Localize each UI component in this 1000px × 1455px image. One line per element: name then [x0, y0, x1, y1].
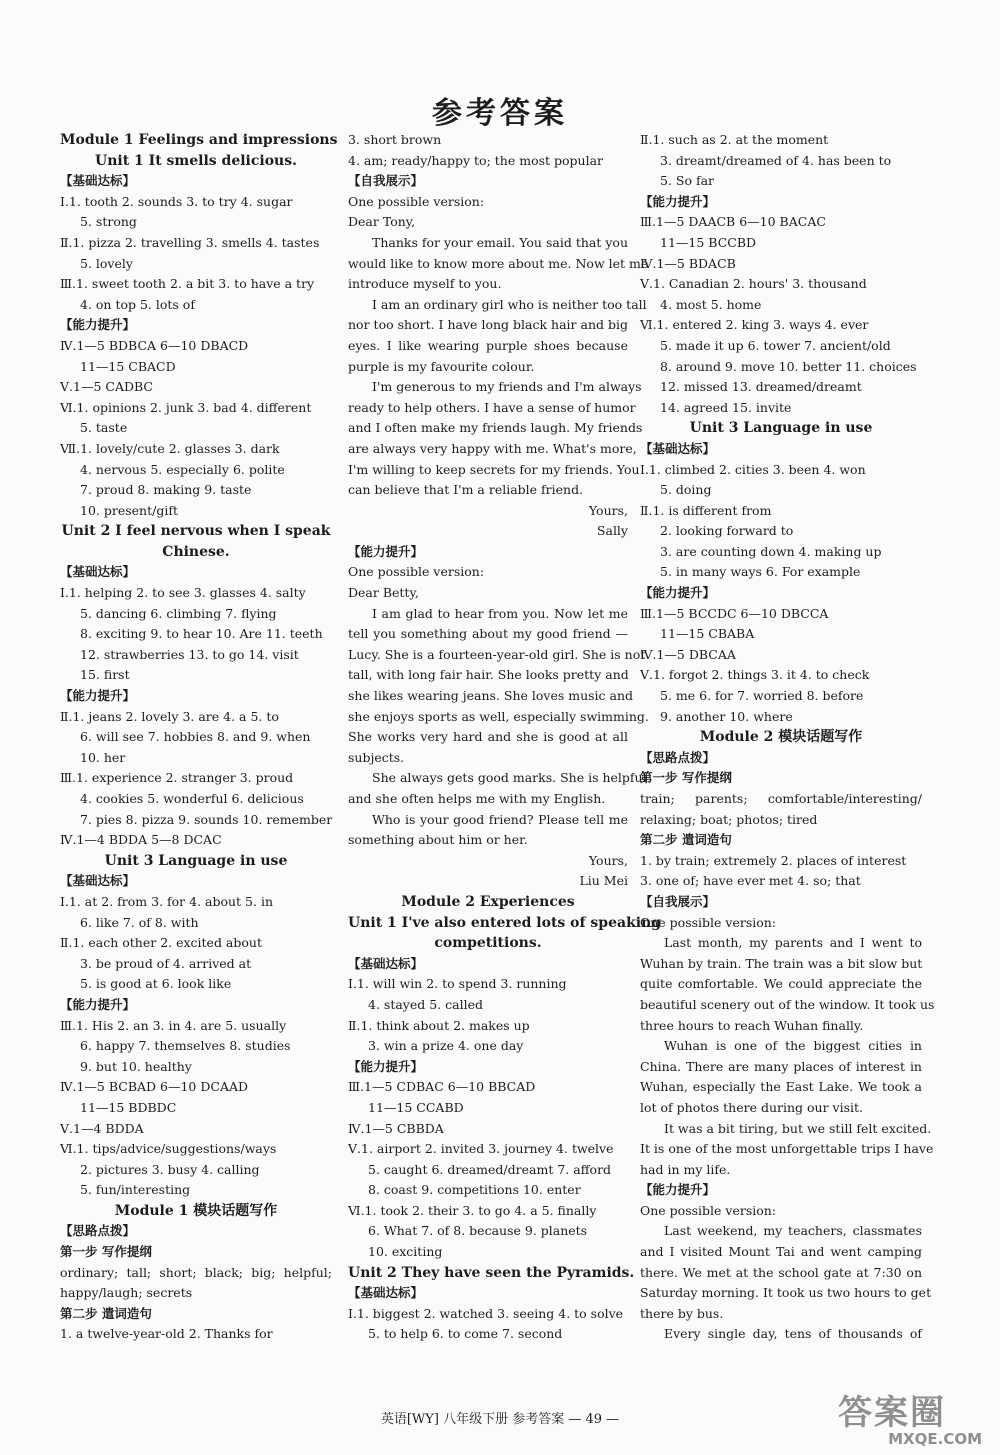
paragraph-line: and I visited Mount Tai and went camping — [640, 1244, 922, 1260]
paragraph-first-line: I'm generous to my friends and I'm always — [372, 379, 642, 395]
paragraph-line: eyes. I like wearing purple shoes because — [348, 337, 628, 353]
answer-line: 1. by train; extremely 2. places of interest — [640, 852, 907, 868]
answer-line: there by bus. — [640, 1305, 724, 1321]
watermark-site-text: MXQE.COM — [888, 1430, 982, 1448]
section-heading: Unit 2 I feel nervous when I speak — [61, 523, 331, 540]
answer-line-indented: 5. lovely — [80, 255, 133, 271]
paragraph-line: China. There are many places of interest in — [640, 1058, 922, 1074]
answer-line: Ⅱ.1. is different from — [640, 502, 772, 518]
section-label: 【思路点拨】 — [640, 749, 716, 765]
answer-line: Ⅰ.1. at 2. from 3. for 4. about 5. in — [60, 893, 273, 909]
answer-line-indented: 8. coast 9. competitions 10. enter — [368, 1182, 581, 1198]
answer-line: Ⅱ.1. such as 2. at the moment — [640, 132, 829, 147]
answer-line: Ⅱ.1. pizza 2. travelling 3. smells 4. tastes — [60, 234, 320, 250]
answer-line: Ⅰ.1. biggest 2. watched 3. seeing 4. to solve — [348, 1305, 624, 1321]
answer-line: Ⅰ.1. tooth 2. sounds 3. to try 4. sugar — [60, 193, 293, 209]
paragraph-line: She works very hard and she is good at all — [348, 729, 628, 745]
answer-line-indented: 9. but 10. healthy — [80, 1058, 192, 1074]
paragraph-first-line: Thanks for your email. You said that you — [372, 234, 628, 250]
paragraph-first-line: Last month, my parents and I went to — [664, 935, 922, 951]
answer-line: Ⅲ.1—5 BCCDC 6—10 DBCCA — [640, 605, 829, 621]
section-label: 【自我展示】 — [348, 173, 424, 189]
answer-line: can believe that I'm a reliable friend. — [348, 482, 584, 498]
answer-line: Ⅲ.1. His 2. an 3. in 4. are 5. usually — [60, 1017, 287, 1033]
answer-line: three hours to reach Wuhan finally. — [640, 1017, 864, 1033]
section-label: 【基础达标】 — [640, 440, 716, 456]
answer-line: Ⅵ.1. tips/advice/suggestions/ways — [60, 1141, 277, 1157]
paragraph-line: tell you something about my good friend — — [348, 626, 628, 642]
section-heading: Chinese. — [162, 543, 230, 560]
answer-line: Ⅲ.1—5 CDBAC 6—10 BBCAD — [348, 1079, 536, 1095]
answer-line-indented: 5. in many ways 6. For example — [660, 564, 861, 580]
section-label: 【基础达标】 — [348, 955, 424, 971]
answer-line-indented: 15. first — [80, 667, 130, 683]
answer-line: 3. one of; have ever met 4. so; that — [640, 873, 861, 889]
answer-line: and she often helps me with my English. — [348, 791, 606, 806]
signature-line: Sally — [596, 523, 628, 539]
answer-line-indented: 5. me 6. for 7. worried 8. before — [660, 688, 864, 704]
answer-line-indented: 4. on top 5. lots of — [80, 296, 195, 312]
paragraph-first-line: Wuhan is one of the biggest cities in — [664, 1038, 922, 1054]
answer-line: Ⅳ.1—5 DBCAA — [640, 646, 736, 662]
answer-line: One possible version: — [348, 564, 485, 580]
section-heading: Unit 1 I've also entered lots of speaking — [348, 914, 662, 931]
paragraph-line: there. We met at the school gate at 7:30 on — [640, 1264, 922, 1280]
section-label: 【能力提升】 — [60, 996, 136, 1012]
answer-line: introduce myself to you. — [348, 276, 502, 292]
section-label: 第一步 写作提纲 — [60, 1244, 152, 1260]
paragraph-first-line: Who is your good friend? Please tell me — [372, 811, 628, 827]
answer-line: subjects. — [348, 749, 405, 765]
paragraph-line: It is one of the most unforgettable trips I have — [640, 1141, 934, 1157]
answer-line-indented: 4. stayed 5. called — [368, 996, 483, 1012]
answer-line: Ⅳ.1—4 BDDA 5—8 DCAC — [60, 832, 222, 848]
answer-line-indented: 11—15 CBABA — [660, 626, 755, 642]
paragraph-line: are always very happy with me. What's more, — [348, 440, 637, 456]
answer-line-indented: 6. What 7. of 8. because 9. planets — [368, 1223, 588, 1239]
paragraph-line: she likes wearing jeans. She loves music and — [348, 688, 634, 704]
answer-line: Dear Tony, — [348, 214, 416, 230]
answer-column-3 — [640, 130, 935, 1345]
answer-line-indented: 5. caught 6. dreamed/dreamt 7. afford — [368, 1161, 612, 1177]
answer-line: Ⅳ.1—5 BCBAD 6—10 DCAAD — [60, 1079, 249, 1095]
paragraph-first-line: She always gets good marks. She is helpful — [372, 770, 647, 786]
answer-line-indented: 10. her — [80, 749, 126, 765]
answer-line: One possible version: — [640, 914, 777, 930]
paragraph-line: she enjoys sports as well, especially swimming. — [348, 708, 649, 724]
paragraph-first-line: I am glad to hear from you. Now let me — [372, 605, 628, 621]
answer-line-indented: 10. exciting — [368, 1244, 443, 1260]
answer-line-indented: 5. made it up 6. tower 7. ancient/old — [660, 337, 891, 353]
answer-line: Ⅲ.1. sweet tooth 2. a bit 3. to have a try — [60, 276, 315, 292]
watermark-main-text: 答案圈 — [838, 1393, 946, 1433]
answer-line-indented: 4. most 5. home — [660, 296, 762, 312]
answer-line-indented: 6. will see 7. hobbies 8. and 9. when — [80, 729, 311, 745]
answer-line: Ⅰ.1. climbed 2. cities 3. been 4. won — [640, 461, 866, 477]
answer-line-indented: 10. present/gift — [80, 502, 178, 518]
answer-line-indented: 3. dreamt/dreamed of 4. has been to — [660, 152, 892, 168]
answer-line: Ⅰ.1. helping 2. to see 3. glasses 4. salty — [60, 585, 306, 601]
answer-line-indented: 5. fun/interesting — [80, 1182, 191, 1198]
answer-line: 4. am; ready/happy to; the most popular — [348, 152, 604, 168]
answer-line: something about him or her. — [348, 832, 528, 848]
answer-line-indented: 5. dancing 6. climbing 7. flying — [80, 605, 277, 621]
answer-line: purple is my favourite colour. — [348, 358, 535, 374]
section-heading: Unit 2 They have seen the Pyramids. — [348, 1264, 635, 1281]
paragraph-first-line: Last weekend, my teachers, classmates — [664, 1223, 922, 1239]
answer-line: Ⅴ.1—5 CADBC — [60, 379, 153, 395]
answer-line-indented: 5. taste — [80, 420, 128, 436]
answer-line-indented: 5. to help 6. to come 7. second — [368, 1326, 563, 1342]
signature-line: Liu Mei — [579, 873, 628, 889]
answer-line-indented: 14. agreed 15. invite — [660, 399, 792, 415]
answer-line: lot of photos there during our visit. — [640, 1099, 864, 1115]
section-label: 【基础达标】 — [348, 1285, 424, 1301]
section-label: 【基础达标】 — [60, 564, 136, 580]
answer-line: Ⅵ.1. took 2. their 3. to go 4. a 5. finally — [348, 1202, 597, 1218]
answer-line: Ⅴ.1. forgot 2. things 3. it 4. to check — [640, 667, 870, 683]
section-label: 【思路点拨】 — [60, 1223, 136, 1239]
section-label: 第一步 写作提纲 — [640, 770, 732, 786]
paragraph-line: Saturday morning. It took us two hours to get — [640, 1285, 932, 1301]
answer-line: One possible version: — [348, 193, 485, 209]
section-heading: Module 2 Experiences — [401, 893, 575, 910]
paragraph-first-line: I am an ordinary girl who is neither too tall — [372, 296, 647, 312]
answer-line: 3. short brown — [348, 132, 442, 147]
paragraph-first-line: It was a bit tiring, but we still felt excited. — [664, 1120, 932, 1136]
paragraph-line: Lucy. She is a fourteen-year-old girl. She is not — [348, 646, 646, 662]
answer-line-indented: 7. proud 8. making 9. taste — [80, 482, 252, 498]
answer-line-indented: 5. So far — [660, 173, 715, 189]
answer-line-indented: 11—15 CCABD — [368, 1099, 464, 1115]
answer-line: Ⅳ.1—5 BDACB — [640, 255, 736, 271]
answer-line: Ⅳ.1—5 BDBCA 6—10 DBACD — [60, 337, 249, 353]
answer-line: Ⅴ.1—4 BDDA — [60, 1120, 144, 1136]
answer-line: Ⅰ.1. will win 2. to spend 3. running — [348, 976, 567, 992]
section-heading: Module 1 Feelings and impressions — [60, 132, 338, 148]
paragraph-line: beautiful scenery out of the window. It took us — [640, 996, 935, 1012]
section-label: 【能力提升】 — [640, 1182, 716, 1198]
signature-line: Yours, — [588, 502, 628, 518]
section-label: 【能力提升】 — [60, 688, 136, 704]
section-label: 【能力提升】 — [348, 1058, 424, 1074]
section-label: 【能力提升】 — [640, 585, 716, 601]
page-title: 参考答案 — [432, 96, 568, 131]
section-label: 【基础达标】 — [60, 873, 136, 889]
answer-line-indented: 3. are counting down 4. making up — [660, 543, 882, 559]
paragraph-line: Wuhan by train. The train was a bit slow but — [640, 955, 923, 971]
answer-line: Ⅱ.1. each other 2. excited about — [60, 935, 262, 951]
answer-line: Ⅲ.1—5 DAACB 6—10 BACAC — [640, 214, 826, 230]
section-label: 【能力提升】 — [348, 543, 424, 559]
section-label: 【基础达标】 — [60, 173, 136, 189]
paragraph-line: quite comfortable. We could appreciate the — [640, 976, 922, 992]
answer-line: Ⅲ.1. experience 2. stranger 3. proud — [60, 770, 294, 786]
answer-line-indented: 6. like 7. of 8. with — [80, 914, 199, 930]
section-label: 第二步 遣词造句 — [60, 1305, 152, 1321]
answer-line-indented: 2. looking forward to — [660, 523, 794, 539]
paragraph-line: ready to help others. I have a sense of humor — [348, 399, 636, 415]
answer-line-indented: 3. win a prize 4. one day — [368, 1038, 524, 1054]
answer-line: One possible version: — [640, 1202, 777, 1218]
answer-line-indented: 5. strong — [80, 214, 137, 230]
section-label: 【自我展示】 — [640, 893, 716, 909]
answer-line: Ⅳ.1—5 CBBDA — [348, 1120, 444, 1136]
answer-line: had in my life. — [640, 1161, 731, 1177]
answer-line: Ⅴ.1. airport 2. invited 3. journey 4. twelve — [348, 1141, 614, 1157]
paragraph-line: tall, with long fair hair. She looks pretty and — [348, 667, 629, 683]
answer-line-indented: 12. missed 13. dreamed/dreamt — [660, 379, 862, 395]
answer-line-indented: 9. another 10. where — [660, 708, 793, 724]
watermark-logo — [838, 1395, 988, 1451]
answer-line-indented: 11—15 CBACD — [80, 358, 176, 374]
section-heading: Unit 3 Language in use — [689, 420, 873, 437]
section-heading: Module 1 模块话题写作 — [114, 1202, 278, 1219]
paragraph-line: would like to know more about me. Now let me — [348, 255, 649, 271]
answer-line-indented: 3. be proud of 4. arrived at — [80, 955, 252, 971]
answer-line: Dear Betty, — [348, 585, 419, 601]
answer-line-indented: 5. doing — [660, 482, 712, 498]
answer-line: Ⅴ.1. Canadian 2. hours' 3. thousand — [640, 276, 867, 292]
answer-line: 1. a twelve-year-old 2. Thanks for — [60, 1326, 273, 1342]
answer-line: happy/laugh; secrets — [60, 1285, 193, 1301]
section-label: 【能力提升】 — [60, 317, 136, 333]
answer-column-2 — [348, 130, 662, 1345]
paragraph-line: ordinary; tall; short; black; big; helpful; — [60, 1264, 332, 1280]
paragraph-line: and I often make my friends laugh. My friends — [348, 420, 643, 436]
answer-line-indented: 5. is good at 6. look like — [80, 976, 232, 992]
page-footer: 英语[WY] 八年级下册 参考答案 — 49 — — [380, 1412, 620, 1427]
section-heading: Unit 3 Language in use — [104, 852, 288, 869]
paragraph-line: Wuhan, especially the East Lake. We took a — [640, 1079, 922, 1095]
paragraph-first-line: Every single day, tens of thousands of — [664, 1326, 922, 1342]
answer-line-indented: 8. around 9. move 10. better 11. choices — [660, 358, 917, 374]
answer-line-indented: 4. nervous 5. especially 6. polite — [80, 461, 285, 477]
answer-line: relaxing; boat; photos; tired — [640, 811, 818, 827]
answer-line-indented: 2. pictures 3. busy 4. calling — [80, 1161, 260, 1177]
answer-line: Ⅱ.1. jeans 2. lovely 3. are 4. a 5. to — [60, 708, 279, 724]
answer-line-indented: 11—15 BDBDC — [80, 1099, 177, 1115]
answer-line-indented: 7. pies 8. pizza 9. sounds 10. remember — [80, 811, 333, 827]
paragraph-line: I'm willing to keep secrets for my friends. You — [348, 461, 640, 477]
section-label: 【能力提升】 — [640, 193, 716, 209]
answer-line: Ⅱ.1. think about 2. makes up — [348, 1017, 530, 1033]
answer-line-indented: 6. happy 7. themselves 8. studies — [80, 1038, 291, 1054]
answer-column-1 — [60, 130, 338, 1345]
answer-line: Ⅵ.1. opinions 2. junk 3. bad 4. different — [60, 399, 312, 415]
answer-line: Ⅵ.1. entered 2. king 3. ways 4. ever — [640, 317, 869, 333]
section-heading: Unit 1 It smells delicious. — [95, 152, 297, 169]
answer-line-indented: 12. strawberries 13. to go 14. visit — [80, 646, 299, 662]
paragraph-line: nor too short. I have long black hair and big — [348, 317, 628, 333]
paragraph-line: train; parents; comfortable/interesting/ — [640, 791, 922, 806]
answer-line-indented: 4. cookies 5. wonderful 6. delicious — [80, 791, 304, 806]
signature-line: Yours, — [588, 852, 628, 868]
section-heading: competitions. — [434, 935, 542, 952]
section-heading: Module 2 模块话题写作 — [699, 729, 863, 746]
answer-line-indented: 11—15 BCCBD — [660, 234, 757, 250]
answer-line-indented: 8. exciting 9. to hear 10. Are 11. teeth — [80, 626, 323, 642]
section-label: 第二步 遣词造句 — [640, 832, 732, 848]
answer-line: Ⅶ.1. lovely/cute 2. glasses 3. dark — [60, 440, 280, 456]
